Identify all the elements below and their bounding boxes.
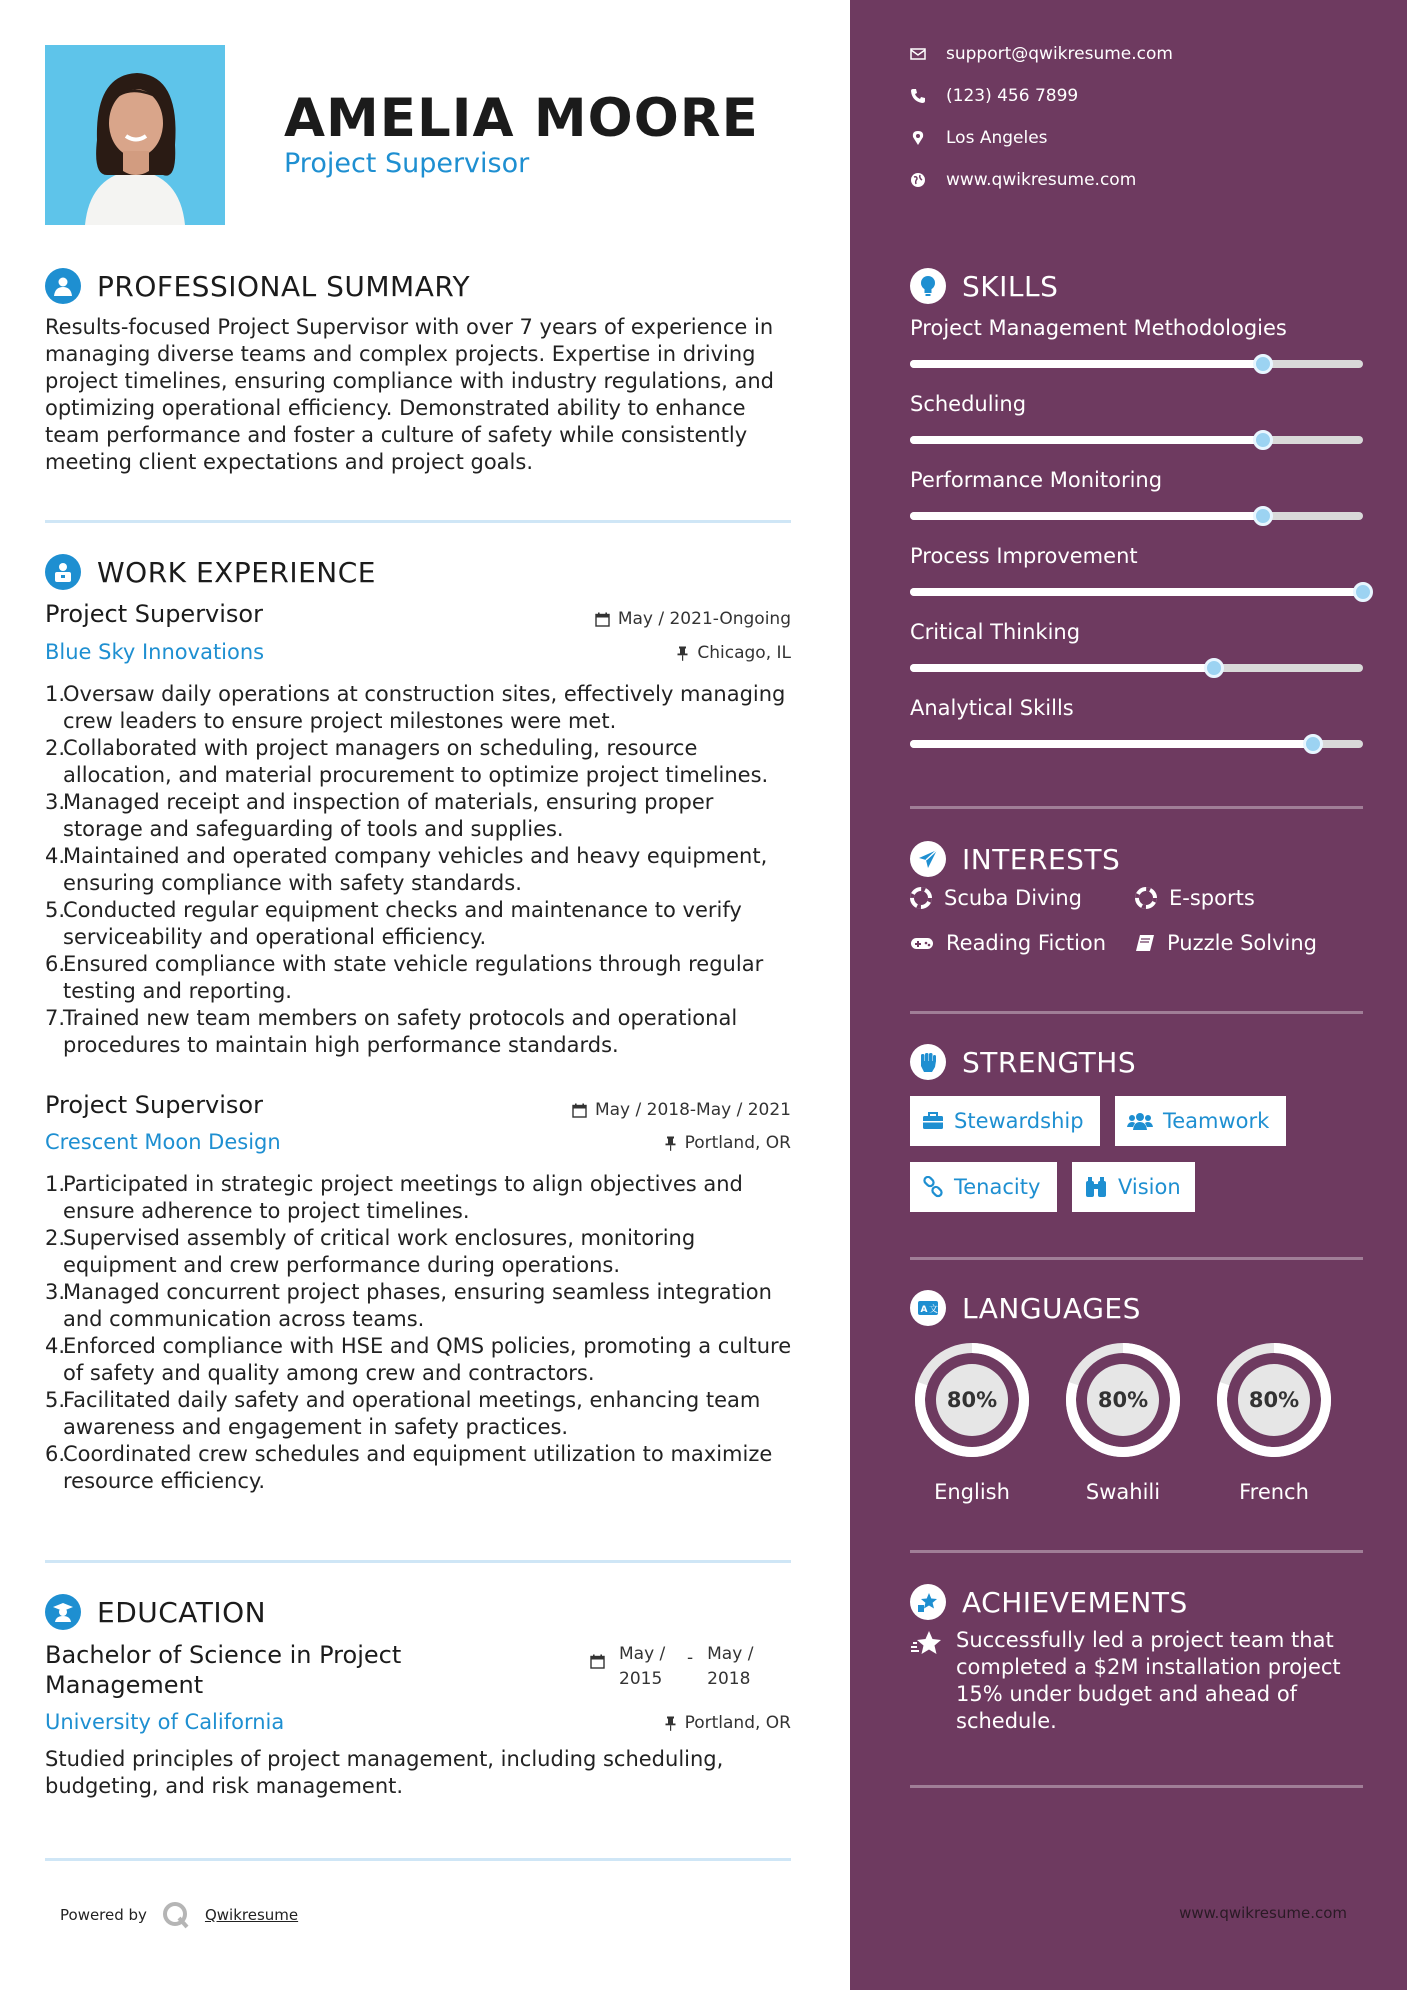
gamepad-icon — [910, 935, 934, 951]
job-dates-text: May / 2018-May / 2021 — [594, 1100, 791, 1120]
skill-bar-fill — [910, 588, 1363, 596]
summary-heading — [45, 268, 470, 304]
briefcase-user-icon — [45, 554, 81, 590]
phone-icon — [910, 88, 926, 104]
contact-website — [910, 170, 1136, 190]
list-item: 5. Conducted regular equipment checks and maintenance to verify serviceability and operational efficiency. — [45, 898, 742, 949]
language-item — [910, 1338, 1034, 1504]
list-item: 3. Managed concurrent project phases, ensuring seamless integration and communication across teams. — [45, 1280, 772, 1331]
globe-icon — [910, 172, 926, 188]
education-location — [664, 1713, 791, 1733]
achievements-heading — [910, 1584, 1188, 1620]
interest-item — [910, 931, 1106, 955]
language-name: English — [934, 1480, 1010, 1504]
link-icon — [922, 1176, 944, 1198]
life-ring-icon — [1135, 887, 1157, 909]
envelope-icon — [910, 47, 926, 61]
achievements-title: ACHIEVEMENTS — [962, 1585, 1188, 1619]
skill-level-handle — [1253, 430, 1273, 450]
interest-item — [910, 886, 1082, 910]
qwikresume-logo-icon — [161, 1900, 191, 1930]
powered-by-label: Powered by — [60, 1906, 147, 1924]
contact-location — [910, 128, 1048, 148]
star-hand-icon — [910, 1630, 942, 1658]
interest-item — [1135, 886, 1255, 910]
paper-plane-icon — [910, 841, 946, 877]
company-name: Blue Sky Innovations — [45, 640, 265, 664]
language-item — [1212, 1338, 1336, 1504]
list-item: 7. Trained new team members on safety protocols and operational procedures to maintain high performance standards. — [45, 1006, 738, 1057]
list-item: 1. Participated in strategic project meetings to align objectives and ensure adherence to project timelines. — [45, 1172, 743, 1223]
divider — [45, 520, 791, 523]
skills-title: SKILLS — [962, 269, 1059, 303]
qwikresume-link[interactable]: Qwikresume — [204, 1906, 299, 1924]
degree: Bachelor of Science in Project Management — [45, 1641, 402, 1699]
strength-label: Stewardship — [954, 1109, 1084, 1133]
interest-label: Puzzle Solving — [1167, 931, 1317, 955]
interest-label: Reading Fiction — [946, 931, 1107, 955]
language-percent: 80% — [1248, 1388, 1300, 1412]
summary-title: PROFESSIONAL SUMMARY — [97, 269, 471, 303]
language-percent: 80% — [946, 1388, 998, 1412]
skill-bar-fill — [910, 360, 1263, 368]
list-item: 2. Collaborated with project managers on scheduling, resource allocation, and material procurement to optimize project timelines. — [45, 736, 769, 787]
divider — [910, 1257, 1363, 1260]
email-text: support@qwikresume.com — [946, 44, 1173, 64]
skill-bar — [910, 664, 1363, 672]
location-text: Los Angeles — [946, 128, 1048, 148]
skill-level-handle — [1253, 506, 1273, 526]
interest-label: E-sports — [1169, 886, 1255, 910]
skill-bar-fill — [910, 436, 1263, 444]
education-location-text: Portland, OR — [684, 1713, 791, 1733]
strengths-title: STRENGTHS — [962, 1045, 1137, 1079]
profile-photo — [45, 45, 225, 225]
education-end: May / 2018 — [707, 1644, 754, 1689]
skill-bar — [910, 740, 1363, 748]
list-item: 3. Managed receipt and inspection of materials, ensuring proper storage and safeguarding of tools and supplies. — [45, 790, 714, 841]
candidate-role: Project Supervisor — [284, 148, 530, 179]
pin-icon — [676, 646, 689, 661]
experience-title: WORK EXPERIENCE — [97, 555, 376, 589]
footer-website: www.qwikresume.com — [1179, 1904, 1347, 1922]
summary-text: Results-focused Project Supervisor with over 7 years of experience in managing diverse teams and complex projects. Expertise in driving project timelines, ensuring compliance with industry regulations, and optimizing operational efficiency. Demonstrated ability to enhance team performance and foster a culture of safety while consistently meeting client expectations and project goals. — [45, 315, 775, 474]
strength-label: Teamwork — [1163, 1109, 1270, 1133]
divider — [910, 1550, 1363, 1553]
list-item: 2. Supervised assembly of critical work enclosures, monitoring equipment and crew performance during operations. — [45, 1226, 696, 1277]
skill-bar — [910, 588, 1363, 596]
languages-title: LANGUAGES — [962, 1291, 1141, 1325]
sidebar — [850, 0, 1407, 1990]
job-title: Project Supervisor — [45, 1091, 263, 1119]
strengths-heading — [910, 1044, 1136, 1080]
pin-icon — [664, 1136, 677, 1151]
skill-name: Process Improvement — [910, 544, 1138, 568]
list-item: 4. Maintained and operated company vehicles and heavy equipment, ensuring compliance with safety standards. — [45, 844, 768, 895]
education-start: May / 2015 — [619, 1644, 666, 1689]
list-item: 4. Enforced compliance with HSE and QMS policies, promoting a culture of safety and quality among crew and contractors. — [45, 1334, 792, 1385]
company-name: Crescent Moon Design — [45, 1130, 281, 1154]
svg-text:文: 文 — [929, 1305, 939, 1315]
candidate-name: AMELIA MOORE — [284, 88, 759, 149]
svg-text:A: A — [920, 1305, 928, 1315]
language-name: Swahili — [1085, 1480, 1161, 1504]
job-dates-text: May / 2021-Ongoing — [617, 609, 791, 629]
contact-email — [910, 44, 1173, 64]
strength-label: Tenacity — [954, 1175, 1041, 1199]
language-item — [1061, 1338, 1185, 1504]
education-heading — [45, 1594, 266, 1630]
phone-text: (123) 456 7899 — [946, 86, 1079, 106]
book-icon — [1135, 933, 1155, 953]
experience-heading — [45, 554, 376, 590]
strength-label: Vision — [1118, 1175, 1181, 1199]
job-location — [676, 643, 791, 663]
language-ring — [1212, 1338, 1336, 1462]
skill-bar — [910, 360, 1363, 368]
strength-tag — [910, 1096, 1100, 1146]
job-dates — [595, 609, 791, 629]
star-hand-icon — [910, 1584, 946, 1620]
job-bullets — [45, 681, 795, 1059]
job-location — [664, 1133, 791, 1153]
language-ring — [1061, 1338, 1185, 1462]
calendar-icon — [590, 1654, 605, 1669]
skill-level-handle — [1353, 582, 1373, 602]
job-bullets — [45, 1171, 795, 1495]
map-marker-icon — [910, 130, 926, 146]
divider — [45, 1560, 791, 1563]
job-dates — [572, 1100, 791, 1120]
language-name: French — [1239, 1480, 1309, 1504]
strength-tag — [910, 1162, 1057, 1212]
job-location-text: Chicago, IL — [697, 643, 791, 663]
briefcase-icon — [922, 1112, 944, 1130]
list-item: 6. Ensured compliance with state vehicle regulations through regular testing and reporting. — [45, 952, 764, 1003]
skill-level-handle — [1253, 354, 1273, 374]
date-separator: - — [687, 1648, 694, 1668]
divider — [910, 1785, 1363, 1788]
interest-label: Scuba Diving — [944, 886, 1082, 910]
skill-bar-fill — [910, 740, 1313, 748]
interests-heading — [910, 841, 1120, 877]
list-item: 1. Oversaw daily operations at construction sites, effectively managing crew leaders to ensure project milestones were met. — [45, 682, 786, 733]
calendar-icon — [572, 1103, 587, 1118]
strength-tag — [1072, 1162, 1195, 1212]
skill-name: Critical Thinking — [910, 620, 1081, 644]
skill-name: Analytical Skills — [910, 696, 1074, 720]
skill-bar — [910, 436, 1363, 444]
binoculars-icon — [1084, 1176, 1108, 1198]
job-title: Project Supervisor — [45, 600, 263, 628]
skill-bar — [910, 512, 1363, 520]
graduate-icon — [45, 1594, 81, 1630]
skill-level-handle — [1204, 658, 1224, 678]
education-description: Studied principles of project management, including scheduling, budgeting, and risk management. — [45, 1747, 724, 1798]
powered-by — [60, 1900, 298, 1930]
translate-icon — [910, 1290, 946, 1326]
skill-bar-fill — [910, 664, 1214, 672]
education-dates — [590, 1642, 761, 1692]
fist-icon — [910, 1044, 946, 1080]
list-item: 6. Coordinated crew schedules and equipment utilization to maximize resource efficiency. — [45, 1442, 773, 1493]
pin-icon — [664, 1716, 677, 1731]
divider — [910, 806, 1363, 809]
user-icon — [45, 268, 81, 304]
contact-phone — [910, 86, 1078, 106]
life-ring-icon — [910, 887, 932, 909]
education-title: EDUCATION — [97, 1595, 267, 1629]
skill-level-handle — [1303, 734, 1323, 754]
interest-item — [1135, 931, 1317, 955]
interests-title: INTERESTS — [962, 842, 1121, 876]
skills-heading — [910, 268, 1058, 304]
school-name: University of California — [45, 1710, 285, 1734]
users-icon — [1127, 1112, 1153, 1130]
skill-name: Performance Monitoring — [910, 468, 1163, 492]
list-item: 5. Facilitated daily safety and operational meetings, enhancing team awareness and engagement in safety practices. — [45, 1388, 761, 1439]
language-percent: 80% — [1097, 1388, 1149, 1412]
language-ring — [910, 1338, 1034, 1462]
calendar-icon — [595, 612, 610, 627]
website-text: www.qwikresume.com — [946, 170, 1137, 190]
languages-heading — [910, 1290, 1141, 1326]
divider — [910, 1011, 1363, 1014]
divider — [45, 1858, 791, 1861]
strength-tag — [1115, 1096, 1286, 1146]
lightbulb-icon — [910, 268, 946, 304]
achievement-text: Successfully led a project team that completed a $2M installation project 15% under budget and ahead of schedule. — [956, 1628, 1341, 1733]
job-location-text: Portland, OR — [684, 1133, 791, 1153]
skill-name: Project Management Methodologies — [910, 316, 1287, 340]
skill-bar-fill — [910, 512, 1263, 520]
skill-name: Scheduling — [910, 392, 1027, 416]
